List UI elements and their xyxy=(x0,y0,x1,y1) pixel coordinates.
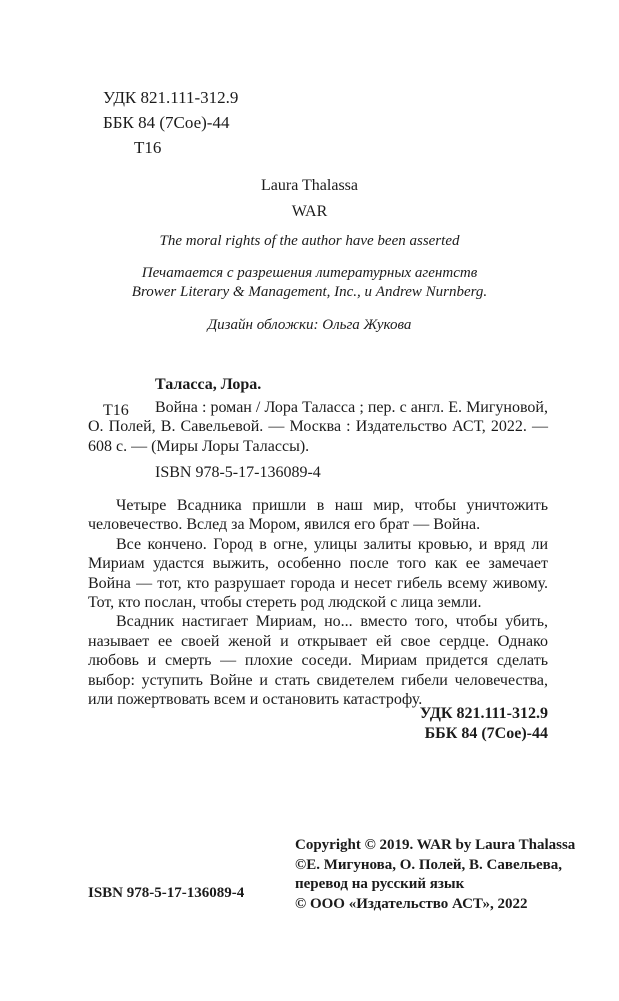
bbk-code-bottom: ББК 84 (7Сое)-44 xyxy=(424,725,548,742)
annotation-paragraph-3: Всадник настигает Мириам, но... вместо того, чтобы убить, называет ее своей женой и открывает ей свое сердце. Однако любовь и смерть — плохие соседи. Мириам придется сделать выбор: уступить Войне и стать свидетелем гибели человечества, или пожертвовать всем и остановить катастрофу. xyxy=(88,613,548,709)
original-author: Laura Thalassa xyxy=(261,177,358,194)
annotation-block xyxy=(88,496,548,709)
copyright-line-3: перевод на русский язык xyxy=(295,876,465,892)
bibliographic-entry xyxy=(88,375,548,483)
classification-block-top xyxy=(103,85,238,160)
cover-design-credit: Дизайн обложки: Ольга Жукова xyxy=(207,317,412,333)
permission-line-2: Brower Literary & Management, Inc., и Andrew Nurnberg. xyxy=(131,284,488,300)
permission-notice xyxy=(0,264,619,302)
moral-rights-notice: The moral rights of the author have been asserted xyxy=(159,233,460,249)
udk-code-bottom: УДК 821.111-312.9 xyxy=(419,705,548,722)
author-sign-margin: Т16 xyxy=(103,402,129,419)
udk-code-top: УДК 821.111-312.9 xyxy=(103,88,239,107)
copyright-line-1: Copyright © 2019. WAR by Laura Thalassa xyxy=(295,837,576,853)
permission-line-1: Печатается с разрешения литературных агентств xyxy=(141,265,478,281)
bibliography-description: Война : роман / Лора Таласса ; пер. с англ. Е. Мигуновой, О. Полей, В. Савельевой. — Москва : Издательство АСТ, 2022. — 608 с. — (Миры Лоры Талассы). xyxy=(88,398,548,455)
bibliography-author: Таласса, Лора. xyxy=(155,376,262,393)
classification-block-bottom xyxy=(88,704,548,744)
copyright-line-4: © ООО «Издательство АСТ», 2022 xyxy=(295,895,528,912)
original-title: WAR xyxy=(291,203,328,220)
copyright-line-2: ©Е. Мигунова, О. Полей, В. Савельева, xyxy=(295,856,562,873)
isbn-bottom: ISBN 978-5-17-136089-4 xyxy=(88,885,245,901)
bbk-code-top: ББК 84 (7Сое)-44 xyxy=(103,113,230,132)
isbn-bibliography: ISBN 978-5-17-136089-4 xyxy=(155,464,321,481)
annotation-paragraph-1: Четыре Всадника пришли в наш мир, чтобы уничтожить человечество. Вслед за Мором, явился его брат — Война. xyxy=(88,497,548,534)
author-sign-top: Т16 xyxy=(134,138,162,157)
copyright-block xyxy=(295,836,575,914)
annotation-paragraph-2: Все кончено. Город в огне, улицы залиты кровью, и вряд ли Мириам удастся выжить, особенно после того как ее замечает Война — тот, кто разрушает города и несет гибель всему живому. Тот, кто послан, чтобы стереть род людской с лица земли. xyxy=(88,535,548,612)
original-edition-block xyxy=(0,173,619,225)
